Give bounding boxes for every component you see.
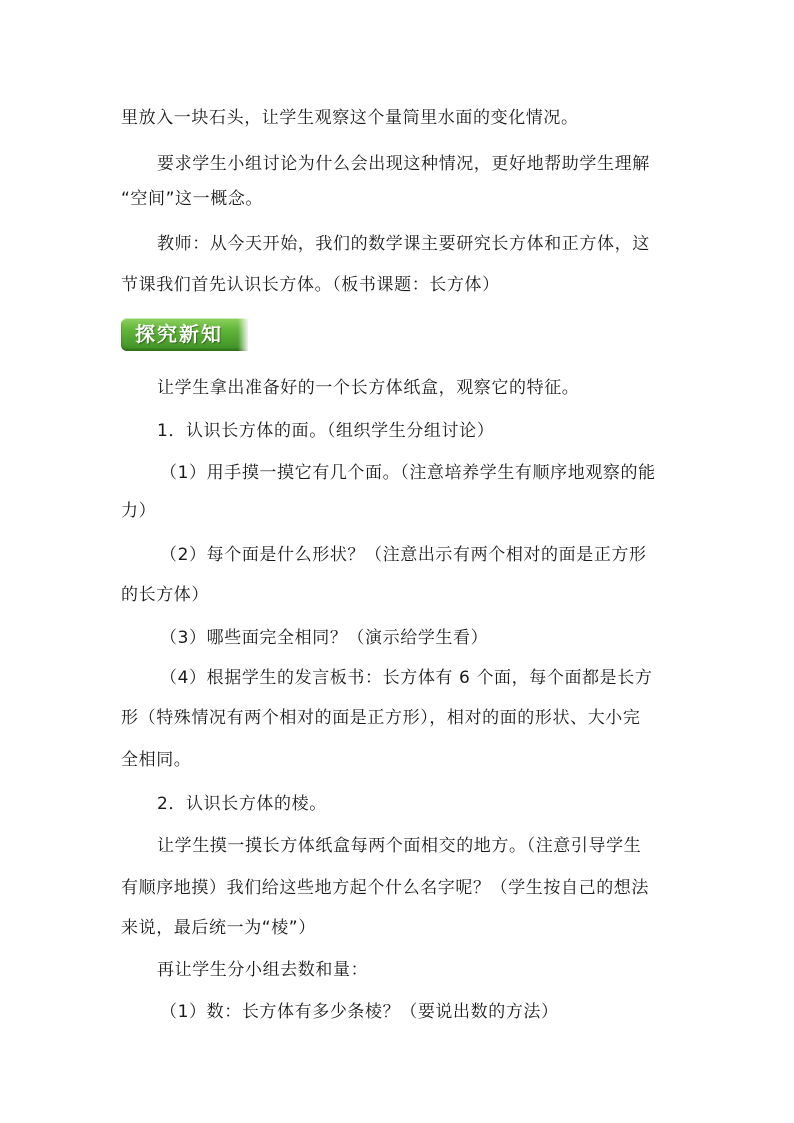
paragraph-line: 形（特殊情况有两个相对的面是正方形），相对的面的形状、大小完 [121,708,641,728]
paragraph-line: 1．认识长方体的面。（组织学生分组讨论） [157,421,495,441]
paragraph-line: 让学生摸一摸长方体纸盒每两个面相交的地方。（注意引导学生 [157,836,642,856]
paragraph-line: 的长方体） [121,585,209,605]
badge-fade-edge [238,318,248,351]
paragraph-line: 节课我们首先认识长方体。（板书课题：长方体） [121,275,500,295]
paragraph-line: 教师：从今天开始，我们的数学课主要研究长方体和正方体，这 [157,234,650,254]
paragraph-line: 2．认识长方体的棱。 [157,794,327,814]
paragraph-line: （1）数：长方体有多少条棱？（要说出数的方法） [160,1002,559,1022]
paragraph-line: 要求学生小组讨论为什么会出现这种情况，更好地帮助学生理解 [157,154,650,174]
section-badge-label: 探究新知 [135,322,223,346]
paragraph-line: （1）用手摸一摸它有几个面。（注意培养学生有顺序地观察的能 [160,463,656,483]
paragraph-line: （2）每个面是什么形状？（注意出示有两个相对的面是正方形 [160,545,647,565]
paragraph-line: 再让学生分小组去数和量： [157,960,369,980]
paragraph-line: “空间”这一概念。 [121,189,264,209]
paragraph-line: 让学生拿出准备好的一个长方体纸盒，观察它的特征。 [157,378,580,398]
paragraph-line: 力） [121,501,157,521]
paragraph-line: 全相同。 [121,750,192,770]
paragraph-line: 有顺序地摸）我们给这些地方起个什么名字呢？（学生按自己的想法 [121,878,649,898]
paragraph-line: （3）哪些面完全相同？（演示给学生看） [160,628,489,648]
paragraph-line: 来说，最后统一为“棱”） [121,918,316,938]
paragraph-line: （4）根据学生的发言板书：长方体有 6 个面，每个面都是长方 [160,668,653,688]
section-badge [121,318,248,351]
paragraph-line: 里放入一块石头，让学生观察这个量筒里水面的变化情况。 [121,108,579,128]
